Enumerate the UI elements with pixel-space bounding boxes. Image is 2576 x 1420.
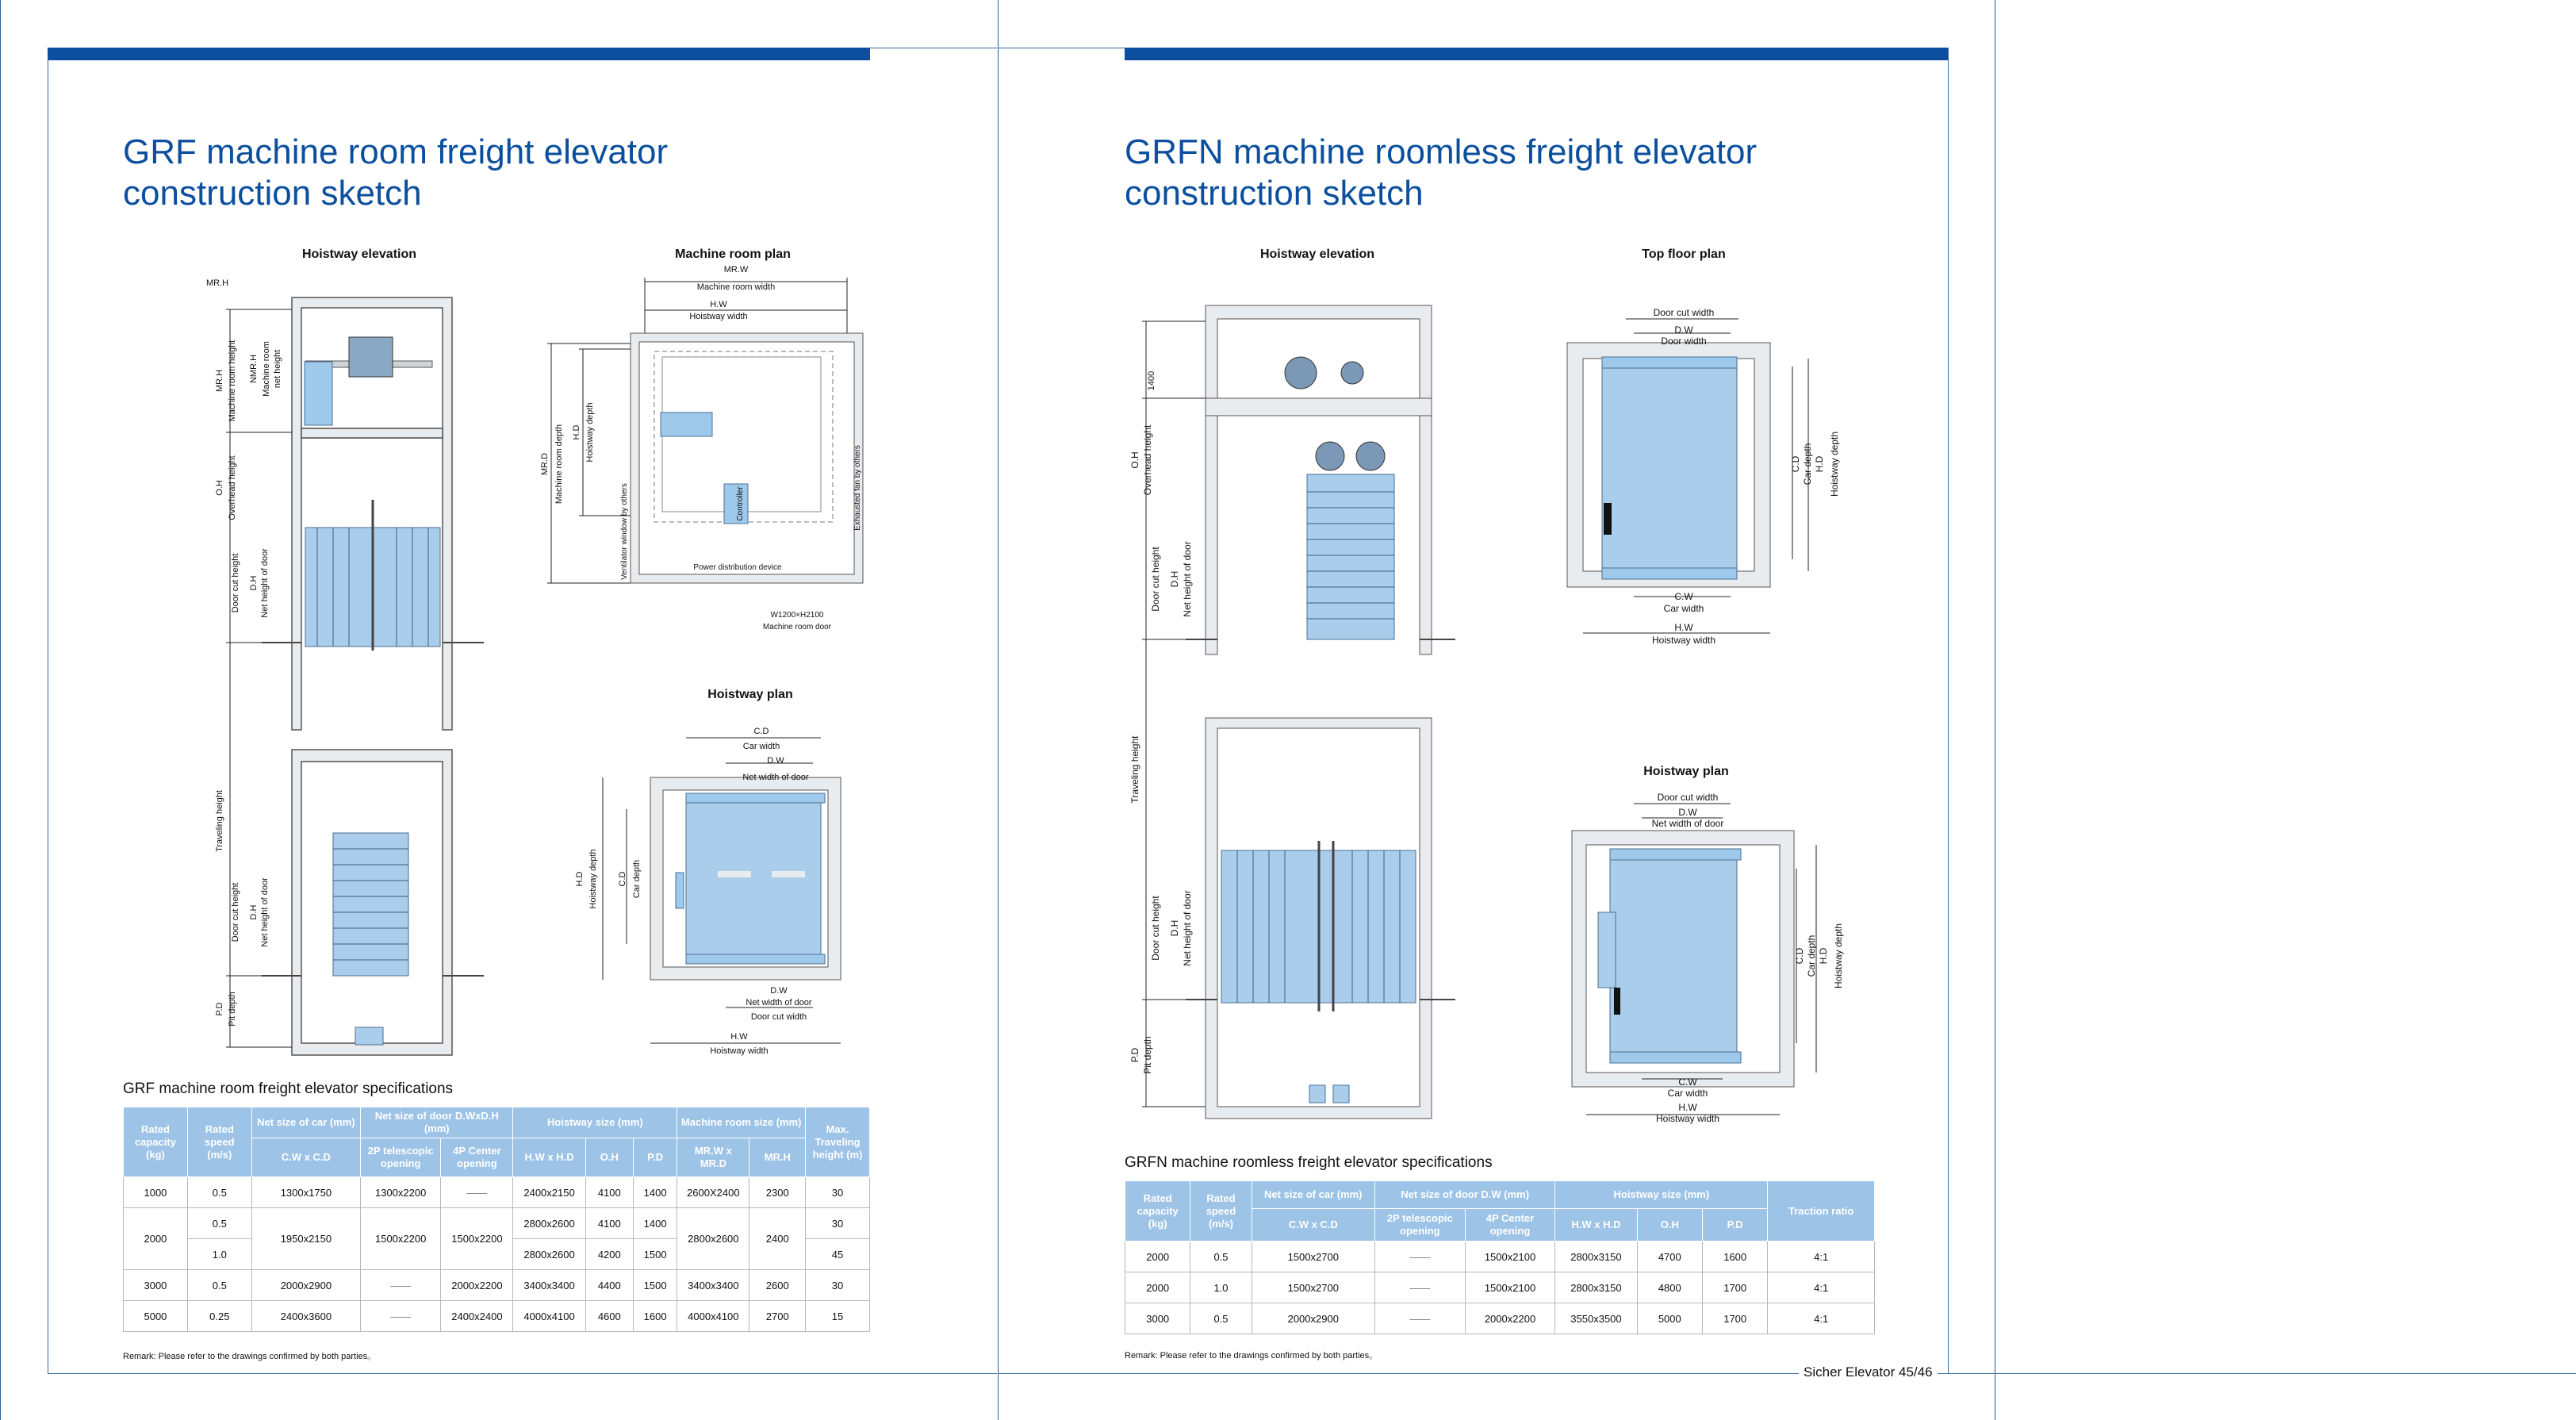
- th-center: 4P Center opening: [441, 1138, 513, 1177]
- hp-label-cd-text: Car width: [742, 742, 780, 751]
- table-row: [124, 1208, 870, 1239]
- tf-label-hd-text: Hoistway depth: [1829, 431, 1840, 497]
- label-exhaust-fan: Exhausted fan by others: [853, 445, 862, 531]
- cell: ——: [1374, 1303, 1465, 1334]
- label-power-device: Power distribution device: [693, 563, 782, 572]
- table-row: [124, 1177, 870, 1208]
- elev-mrh: MR.H: [206, 278, 229, 288]
- cell: 3400x3400: [513, 1270, 585, 1301]
- tf-label-hw: H.W: [1674, 622, 1693, 633]
- rth-rated-speed: Rated speed (m/s): [1190, 1181, 1252, 1242]
- cell: 1500x2700: [1252, 1242, 1374, 1272]
- cell: 2600X2400: [677, 1177, 749, 1208]
- rhp-label-hd-text: Hoistway depth: [1833, 923, 1844, 989]
- rhp-label-hw-text: Hoistway width: [1655, 1113, 1720, 1124]
- th-machine-room: Machine room size (mm): [677, 1107, 806, 1138]
- cell: 1500x2700: [1252, 1272, 1374, 1303]
- rhp-label-hw: H.W: [1678, 1102, 1697, 1113]
- r-label-traveling-height: Traveling height: [1129, 735, 1140, 804]
- label-hd-text: Hoistway depth: [585, 402, 595, 462]
- cell: 1300x1750: [251, 1177, 360, 1208]
- cell: 15: [806, 1301, 870, 1332]
- label-oh: O.H: [215, 480, 224, 496]
- cell: 1400: [634, 1177, 677, 1208]
- right-frame-bottom: [998, 1373, 2576, 1374]
- cell: 1500x2200: [441, 1208, 513, 1270]
- rth-traction: Traction ratio: [1768, 1181, 1875, 1242]
- cell: 2000: [124, 1208, 188, 1270]
- hp-label-hw: H.W: [730, 1032, 748, 1042]
- label-nmrh: NMR.H: [249, 354, 259, 384]
- grf-remark: Remark: Please refer to the drawings confirmed by both parties。: [123, 1352, 377, 1361]
- rth-rated-capacity: Rated capacity (kg): [1125, 1181, 1190, 1242]
- right-title-line2: construction sketch: [1125, 174, 1424, 213]
- tf-label-dw: D.W: [1674, 324, 1693, 336]
- cell: 4800: [1637, 1272, 1702, 1303]
- cell: 3400x3400: [677, 1270, 749, 1301]
- r-label-dh2-text: Net height of door: [1182, 890, 1193, 966]
- label-dh: D.H: [249, 575, 259, 591]
- label-1400: 1400: [1147, 370, 1156, 391]
- cell: 2800x2600: [677, 1208, 749, 1270]
- cell: 0.5: [1190, 1303, 1252, 1334]
- hp-label-cd2-text: Car depth: [632, 859, 642, 899]
- rhp-label-cd: C.D: [1794, 947, 1805, 965]
- heading-top-floor-plan: Top floor plan: [1642, 248, 1726, 261]
- label-mrh: MR.H: [215, 369, 224, 393]
- cell: 30: [806, 1177, 870, 1208]
- cell: 4:1: [1768, 1242, 1875, 1272]
- hp-label-dw2-text: Net width of door: [746, 998, 812, 1007]
- label-dh2: D.H: [249, 904, 259, 920]
- cell: 1700: [1702, 1303, 1767, 1334]
- cell: 2000x2200: [441, 1270, 513, 1301]
- cell: 2800x3150: [1555, 1242, 1637, 1272]
- th-mrh: MR.H: [749, 1138, 806, 1177]
- th-hwhd: H.W x H.D: [513, 1138, 585, 1177]
- hp-label-hw-text: Hoistway width: [710, 1046, 769, 1056]
- left-frame-bottom: [48, 1373, 997, 1374]
- cell: 2000x2900: [1252, 1303, 1374, 1334]
- cell: 30: [806, 1270, 870, 1301]
- cell: 1.0: [1190, 1272, 1252, 1303]
- cell: ——: [1374, 1272, 1465, 1303]
- cell: 1000: [124, 1177, 188, 1208]
- cell: 2800x2600: [513, 1208, 585, 1239]
- th-oh: O.H: [585, 1138, 633, 1177]
- grf-hoistway-plan-drawing: [571, 722, 872, 1063]
- tf-label-dw-text: Door width: [1661, 336, 1707, 347]
- cell: ——: [360, 1301, 440, 1332]
- label-dch2: Door cut height: [231, 882, 240, 942]
- hp-label-cd: C.D: [753, 727, 769, 736]
- label-pd-text: Pit depth: [228, 992, 237, 1027]
- rhp-label-cd-text: Car depth: [1806, 935, 1817, 977]
- table-row: [1125, 1242, 1875, 1272]
- r-label-pd-text: Pit depth: [1142, 1036, 1153, 1074]
- r-label-dch: Door cut height: [1150, 547, 1161, 612]
- cell: 1.0: [187, 1239, 251, 1270]
- th-pd: P.D: [634, 1138, 677, 1177]
- r-label-dh: D.H: [1169, 570, 1180, 588]
- label-ventilator: Ventilator window by others: [620, 483, 629, 580]
- heading-hoistway-elevation-left: Hoistway elevation: [301, 248, 417, 261]
- label-nmrh-text1: Machine room: [262, 341, 271, 397]
- cell: 4000x4100: [677, 1301, 749, 1332]
- hp-label-hd: H.D: [575, 871, 585, 887]
- cell: 2800x2600: [513, 1239, 585, 1270]
- label-dch: Door cut height: [231, 553, 240, 613]
- cell: 1600: [1702, 1242, 1767, 1272]
- r-label-oh-text: Overhead height: [1142, 424, 1153, 496]
- right-header-bar: [1125, 48, 1948, 60]
- left-title-line2: construction sketch: [123, 174, 422, 213]
- table-row: [124, 1301, 870, 1332]
- cell: 4100: [585, 1177, 633, 1208]
- cell: 4000x4100: [513, 1301, 585, 1332]
- table-row: [1125, 1303, 1875, 1334]
- label-oh-text: Overhead height: [228, 455, 237, 520]
- cell: 0.5: [187, 1208, 251, 1239]
- label-nmrh-text2: net height: [273, 349, 282, 389]
- grfn-table-caption: GRFN machine roomless freight elevator specifications: [1125, 1154, 1493, 1171]
- th-cwcd: C.W x C.D: [251, 1138, 360, 1177]
- label-traveling-height: Traveling height: [215, 790, 224, 852]
- tf-label-cd: C.D: [1790, 455, 1801, 473]
- cell: 4600: [585, 1301, 633, 1332]
- th-rated-speed: Rated speed (m/s): [187, 1107, 251, 1177]
- heading-machine-room-plan: Machine room plan: [675, 248, 791, 261]
- rhp-label-hd: H.D: [1818, 947, 1829, 965]
- cell: 2300: [749, 1177, 806, 1208]
- r-label-dh-text: Net height of door: [1182, 541, 1193, 617]
- cell: 1500: [634, 1270, 677, 1301]
- hp-label-dw: D.W: [767, 756, 784, 766]
- cell: 2000: [1125, 1272, 1190, 1303]
- table-row: [1125, 1272, 1875, 1303]
- label-hd: H.D: [572, 424, 581, 440]
- tf-label-cw-text: Car width: [1663, 603, 1704, 614]
- rth-net-door: Net size of door D.W (mm): [1374, 1181, 1554, 1209]
- grf-spec-table: [123, 1107, 870, 1332]
- tf-label-hw-text: Hoistway width: [1651, 635, 1716, 646]
- table-row: [124, 1270, 870, 1301]
- cell: 4100: [585, 1208, 633, 1239]
- label-dh2-text: Net height of door: [260, 877, 270, 947]
- r-label-dh2: D.H: [1169, 919, 1180, 937]
- cell: 2800x3150: [1555, 1272, 1637, 1303]
- right-title-line1: GRFN machine roomless freight elevator: [1125, 132, 1758, 171]
- rth-pd: P.D: [1702, 1209, 1767, 1242]
- label-dh-text: Net height of door: [260, 548, 270, 618]
- tf-label-cd-text: Car depth: [1802, 443, 1813, 485]
- rhp-label-door-cut-width: Door cut width: [1657, 792, 1719, 803]
- svg-text:MR.H: [206, 278, 228, 288]
- cell: 2000x2200: [1465, 1303, 1555, 1334]
- heading-hoistway-plan-right: Hoistway plan: [1643, 765, 1729, 778]
- heading-hoistway-elevation-right: Hoistway elevation: [1259, 248, 1375, 261]
- cell: 1400: [634, 1208, 677, 1239]
- cell: 5000: [124, 1301, 188, 1332]
- rth-hoistway: Hoistway size (mm): [1555, 1181, 1768, 1209]
- grf-table-caption: GRF machine room freight elevator specifications: [123, 1080, 454, 1097]
- rhp-label-cw: C.W: [1678, 1077, 1697, 1088]
- hp-label-dw-text: Net width of door: [742, 773, 809, 782]
- grfn-remark: Remark: Please refer to the drawings confirmed by both parties。: [1125, 1351, 1378, 1361]
- rth-net-car: Net size of car (mm): [1252, 1181, 1374, 1209]
- label-hw: H.W: [710, 300, 727, 309]
- cell: 1300x2200: [360, 1177, 440, 1208]
- left-page-title: [123, 132, 668, 214]
- cell: 2700: [749, 1301, 806, 1332]
- cell: 2400: [749, 1208, 806, 1270]
- left-header-bar: [48, 48, 870, 60]
- cell: 5000: [1637, 1303, 1702, 1334]
- r-label-oh: O.H: [1129, 451, 1140, 469]
- cell: ——: [360, 1270, 440, 1301]
- cell: 2600: [749, 1270, 806, 1301]
- th-hoistway: Hoistway size (mm): [513, 1107, 677, 1138]
- rhp-label-cw-text: Car width: [1667, 1088, 1708, 1099]
- heading-hoistway-plan-left: Hoistway plan: [707, 688, 793, 701]
- right-page-title: [1125, 132, 1757, 214]
- cell: 4200: [585, 1239, 633, 1270]
- left-title-line1: GRF machine room freight elevator: [123, 132, 669, 171]
- cell: 45: [806, 1239, 870, 1270]
- cell: 2400x2150: [513, 1177, 585, 1208]
- r-label-dch2: Door cut height: [1150, 896, 1161, 961]
- label-mrd: MR.D: [540, 452, 550, 476]
- cell: 1500x2100: [1465, 1242, 1555, 1272]
- th-net-car: Net size of car (mm): [251, 1107, 360, 1138]
- rth-cwcd: C.W x C.D: [1252, 1209, 1374, 1242]
- th-tele: 2P telescopic opening: [360, 1138, 440, 1177]
- tf-label-cw: C.W: [1674, 591, 1693, 602]
- cell: 1500: [634, 1239, 677, 1270]
- rth-center: 4P Center opening: [1465, 1209, 1555, 1242]
- th-mrwd: MR.W x MR.D: [677, 1138, 749, 1177]
- cell: 1950x2150: [251, 1208, 360, 1270]
- cell: 30: [806, 1208, 870, 1239]
- label-hw-text: Hoistway width: [689, 312, 748, 321]
- label-mr-door: W1200×H2100: [770, 611, 824, 620]
- cell: 3000: [124, 1270, 188, 1301]
- th-rated-capacity: Rated capacity (kg): [124, 1107, 188, 1177]
- rhp-label-dw: D.W: [1678, 807, 1697, 818]
- hp-label-door-cut-width: Door cut width: [750, 1012, 807, 1022]
- cell: 1500x2100: [1465, 1272, 1555, 1303]
- cell: 0.25: [187, 1301, 251, 1332]
- label-mrh-text: Machine room height: [228, 340, 237, 422]
- label-mrw: MR.W: [723, 265, 749, 274]
- label-mr-door-text: Machine room door: [762, 623, 832, 631]
- page-footer: Sicher Elevator 45/46: [1799, 1364, 1938, 1380]
- cell: 4:1: [1768, 1272, 1875, 1303]
- right-frame-right: [1948, 48, 1949, 1374]
- grfn-hoistway-plan-drawing: [1554, 789, 1856, 1130]
- cell: 1500x2200: [360, 1208, 440, 1270]
- r-label-pd: P.D: [1129, 1047, 1140, 1063]
- rth-tele: 2P telescopic opening: [1374, 1209, 1465, 1242]
- th-max-travel: Max. Traveling height (m): [806, 1107, 870, 1177]
- cell: 1700: [1702, 1272, 1767, 1303]
- rhp-label-dw-text: Net width of door: [1651, 818, 1724, 829]
- rth-hwhd: H.W x H.D: [1555, 1209, 1637, 1242]
- label-controller: Controller: [736, 486, 745, 521]
- th-net-door: Net size of door D.WxD.H (mm): [360, 1107, 512, 1138]
- cell: 3550x3500: [1555, 1303, 1637, 1334]
- cell: ——: [441, 1177, 513, 1208]
- cell: 0.5: [187, 1270, 251, 1301]
- grf-hoistway-elevation-drawing: [206, 278, 500, 1063]
- hp-label-cd2: C.D: [618, 871, 627, 887]
- top-floor-plan-drawing: [1554, 301, 1856, 651]
- rth-oh: O.H: [1637, 1209, 1702, 1242]
- tf-label-door-cut-width: Door cut width: [1653, 307, 1715, 318]
- label-mrw-text: Machine room width: [696, 282, 776, 292]
- cell: 1600: [634, 1301, 677, 1332]
- cell: 4:1: [1768, 1303, 1875, 1334]
- hp-label-hd-text: Hoistway depth: [588, 849, 598, 909]
- cell: 4400: [585, 1270, 633, 1301]
- cell: 4700: [1637, 1242, 1702, 1272]
- label-pd: P.D: [215, 1002, 224, 1016]
- tf-label-hd: H.D: [1814, 455, 1825, 473]
- cell: 3000: [1125, 1303, 1190, 1334]
- hp-label-dw2: D.W: [770, 986, 788, 996]
- machine-room-plan-drawing: [539, 266, 872, 639]
- grfn-spec-table: [1125, 1180, 1875, 1334]
- grfn-hoistway-elevation-drawing: [1122, 294, 1471, 1123]
- cell: 2400x3600: [251, 1301, 360, 1332]
- cell: ——: [1374, 1242, 1465, 1272]
- cell: 0.5: [1190, 1242, 1252, 1272]
- cell: 2000x2900: [251, 1270, 360, 1301]
- cell: 0.5: [187, 1177, 251, 1208]
- cell: 2400x2400: [441, 1301, 513, 1332]
- label-mrd-text: Machine room depth: [554, 424, 564, 505]
- cell: 2000: [1125, 1242, 1190, 1272]
